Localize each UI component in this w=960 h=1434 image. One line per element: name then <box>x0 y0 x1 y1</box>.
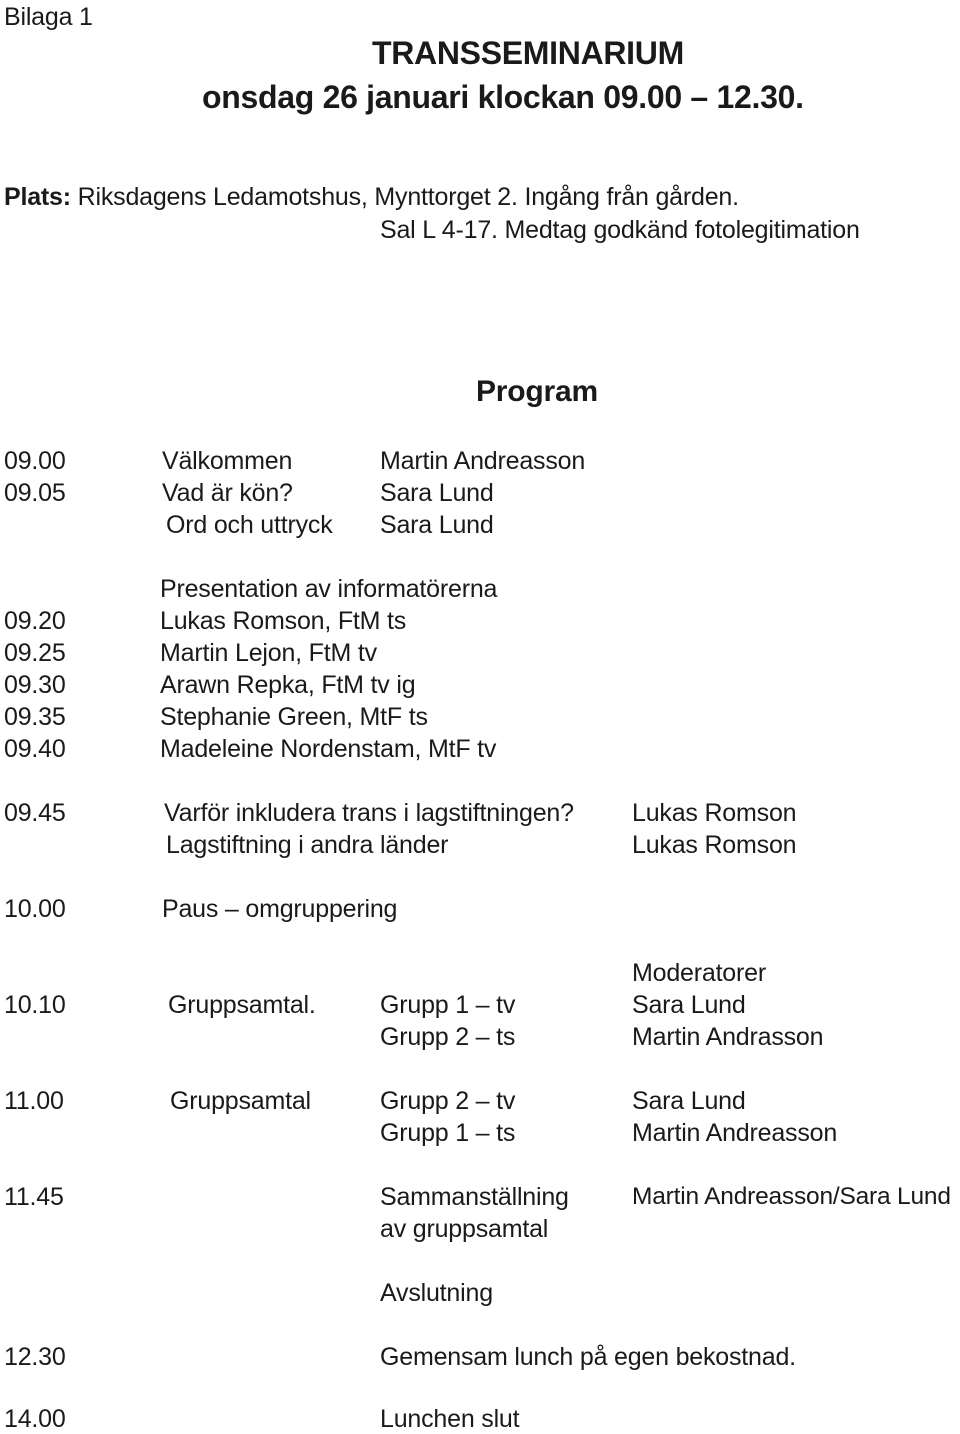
time-0940: 09.40 <box>4 735 66 763</box>
moderator-group-1-ts: Martin Andreasson <box>632 1119 838 1147</box>
location-address: Riksdagens Ledamotshus, Mynttorget 2. Ingång från gården. <box>77 183 739 211</box>
item-welcome: Välkommen <box>162 447 293 475</box>
item-why-include-trans: Varför inkludera trans i lagstiftningen? <box>164 799 574 827</box>
speaker-words-expressions: Sara Lund <box>380 511 494 539</box>
page-subtitle-date: onsdag 26 januari klockan 09.00 – 12.30. <box>202 79 804 115</box>
item-what-is-gender: Vad är kön? <box>162 479 293 507</box>
time-0900: 09.00 <box>4 447 66 475</box>
speaker-what-is-gender: Sara Lund <box>380 479 494 507</box>
moderator-group-1-tv: Sara Lund <box>632 991 746 1019</box>
item-group-talk-1: Gruppsamtal. <box>168 991 316 1019</box>
item-summary-cont: av gruppsamtal <box>380 1215 549 1243</box>
speaker-welcome: Martin Andreasson <box>380 447 586 475</box>
time-0945: 09.45 <box>4 799 66 827</box>
group-1-ts: Grupp 1 – ts <box>380 1119 516 1147</box>
location-label: Plats: <box>4 183 71 211</box>
presenter-3: Arawn Repka, FtM tv ig <box>160 671 416 699</box>
presenter-5: Madeleine Nordenstam, MtF tv <box>160 735 497 763</box>
time-0905: 09.05 <box>4 479 66 507</box>
time-0930: 09.30 <box>4 671 66 699</box>
appendix-label: Bilaga 1 <box>4 3 93 31</box>
time-1000: 10.00 <box>4 895 66 923</box>
item-words-expressions: Ord och uttryck <box>166 511 333 539</box>
presenter-2: Martin Lejon, FtM tv <box>160 639 377 667</box>
item-group-talk-2: Gruppsamtal <box>170 1087 311 1115</box>
program-heading: Program <box>476 375 598 408</box>
item-legislation-other-countries: Lagstiftning i andra länder <box>166 831 449 859</box>
time-0935: 09.35 <box>4 703 66 731</box>
speaker-legislation-other-countries: Lukas Romson <box>632 831 797 859</box>
moderators-heading: Moderatorer <box>632 959 766 987</box>
time-1100: 11.00 <box>4 1087 64 1115</box>
item-break: Paus – omgruppering <box>162 895 398 923</box>
item-summary: Sammanställning <box>380 1183 569 1211</box>
time-0925: 09.25 <box>4 639 66 667</box>
time-1230: 12.30 <box>4 1343 66 1371</box>
presenter-1: Lukas Romson, FtM ts <box>160 607 407 635</box>
location-line-1 <box>4 182 739 212</box>
item-lunch-end: Lunchen slut <box>380 1405 520 1433</box>
group-2-tv: Grupp 2 – tv <box>380 1087 516 1115</box>
group-1-tv: Grupp 1 – tv <box>380 991 516 1019</box>
time-1400: 14.00 <box>4 1405 66 1433</box>
presenter-4: Stephanie Green, MtF ts <box>160 703 428 731</box>
time-1010: 10.10 <box>4 991 66 1019</box>
moderator-group-2-tv: Sara Lund <box>632 1087 746 1115</box>
time-1145: 11.45 <box>4 1183 64 1211</box>
moderator-group-2-ts: Martin Andrasson <box>632 1023 824 1051</box>
page-title: TRANSSEMINARIUM <box>372 35 684 71</box>
speaker-why-include-trans: Lukas Romson <box>632 799 797 827</box>
item-lunch: Gemensam lunch på egen bekostnad. <box>380 1343 796 1371</box>
group-2-ts: Grupp 2 – ts <box>380 1023 516 1051</box>
time-0920: 09.20 <box>4 607 66 635</box>
item-closing: Avslutning <box>380 1279 493 1307</box>
presentation-heading: Presentation av informatörerna <box>160 575 498 603</box>
location-line-2: Sal L 4-17. Medtag godkänd fotolegitimation <box>380 216 860 244</box>
speaker-summary: Martin Andreasson/Sara Lund <box>632 1183 951 1210</box>
